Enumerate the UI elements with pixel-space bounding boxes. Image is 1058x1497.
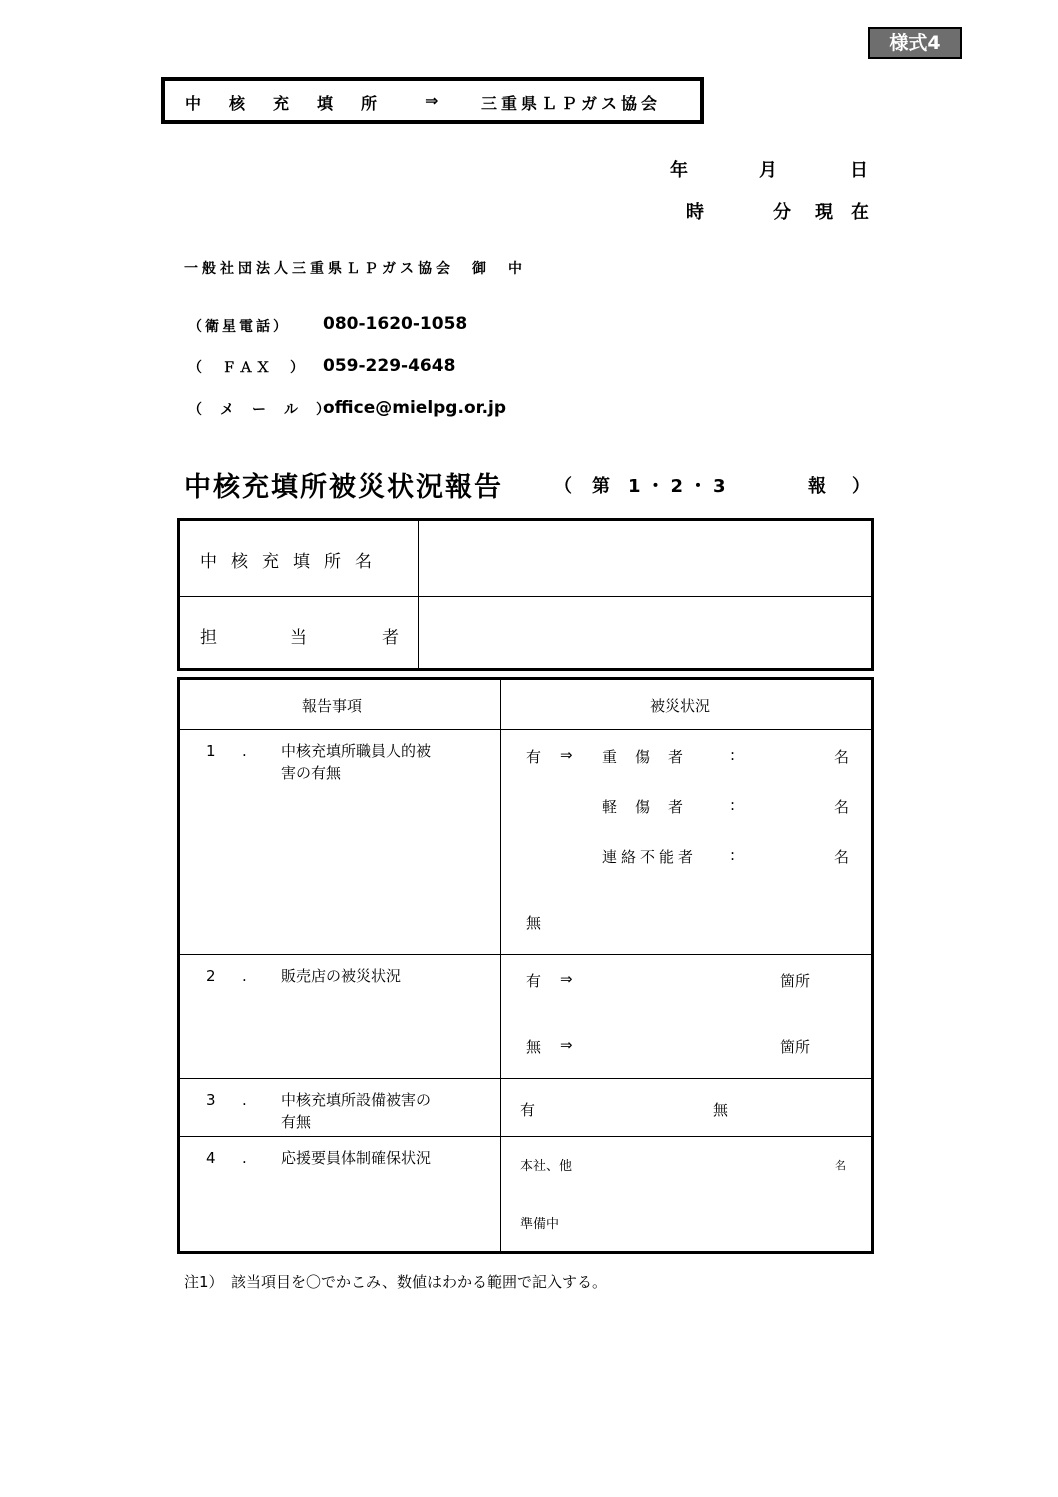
date-day: 日: [850, 160, 868, 181]
row1-no: 無: [526, 914, 542, 932]
row1-dot: .: [242, 742, 247, 760]
row4-hq: 本社、他: [520, 1159, 573, 1174]
person-in-charge-field[interactable]: [420, 598, 872, 668]
row1-missing: 連絡不能者: [602, 848, 698, 866]
row4-preparing: 準備中: [520, 1217, 560, 1232]
date-year: 年: [670, 160, 688, 181]
row2-num: 2: [206, 967, 216, 985]
row1-severe: 重傷者: [602, 748, 702, 766]
row1-yes: 有: [526, 748, 542, 766]
row2-dot: .: [242, 967, 247, 985]
route-to: 三重県ＬＰガス協会: [481, 94, 662, 113]
row3-item-line1: 中核充填所設備被害の: [281, 1091, 432, 1109]
report-numbers: 1・2・3: [628, 476, 732, 497]
row1-num: 1: [206, 742, 216, 760]
row1-item-line1: 中核充填所職員人的被: [281, 742, 432, 760]
row1-light: 軽傷者: [602, 798, 702, 816]
time-minute: 分: [773, 202, 791, 223]
row1-missing-colon: :: [730, 846, 736, 864]
route-arrow: ⇒: [425, 91, 439, 110]
row3-num: 3: [206, 1091, 216, 1109]
row1-arrow: ⇒: [560, 746, 573, 764]
contact-label-fax: （ ＦＡＸ ）: [188, 360, 307, 376]
row2-yes-unit: 箇所: [780, 972, 811, 990]
report-hou: 報: [808, 476, 826, 497]
contact-phone: 080-1620-1058: [323, 314, 468, 334]
person-label-1: 担: [200, 628, 217, 648]
row1-item-line2: 害の有無: [281, 764, 342, 782]
row4-num: 4: [206, 1149, 216, 1167]
time-current: 現: [815, 202, 833, 223]
row2-yes-arrow: ⇒: [560, 970, 573, 988]
person-label-3: 者: [382, 628, 399, 648]
row1-light-colon: :: [730, 796, 736, 814]
row2-no-arrow: ⇒: [560, 1036, 573, 1054]
row4-unit: 名: [835, 1159, 846, 1172]
row3-no: 無: [713, 1101, 729, 1119]
facility-name-field[interactable]: [420, 521, 872, 595]
report-open: （: [554, 476, 572, 497]
row1-severe-unit: 名: [834, 748, 850, 766]
report-title: 中核充填所被災状況報告: [184, 472, 503, 503]
contact-fax: 059-229-4648: [323, 356, 456, 376]
time-hour: 時: [686, 202, 704, 223]
time-exist: 在: [851, 202, 869, 223]
row2-item: 販売店の被災状況: [281, 967, 402, 985]
contact-mail: office@mielpg.or.jp: [323, 398, 507, 418]
row3-dot: .: [242, 1091, 247, 1109]
row2-no-unit: 箇所: [780, 1038, 811, 1056]
row4-item: 応援要員体制確保状況: [281, 1149, 432, 1167]
row1-missing-unit: 名: [834, 848, 850, 866]
row1-severe-colon: :: [730, 746, 736, 764]
table-head-item: 報告事項: [302, 697, 363, 715]
row4-dot: .: [242, 1149, 247, 1167]
footnote: 注1） 該当項目を〇でかこみ、数値はわかる範囲で記入する。: [184, 1273, 607, 1291]
table-head-status: 被災状況: [650, 697, 711, 715]
report-close: ）: [852, 476, 870, 497]
facility-name-label: 中核充填所名: [200, 552, 386, 572]
row3-item-line2: 有無: [281, 1113, 312, 1131]
addressee: 一般社団法人三重県ＬＰガス協会 御 中: [184, 261, 526, 277]
route-from: 中 核 充 填 所: [185, 94, 384, 113]
contact-label-phone: （衛星電話）: [188, 319, 290, 335]
form-id-badge: 様式4: [868, 27, 962, 59]
row1-light-unit: 名: [834, 798, 850, 816]
row2-no: 無: [526, 1038, 542, 1056]
row2-yes: 有: [526, 972, 542, 990]
contact-label-mail: （ メ ー ル ）: [188, 402, 332, 418]
facility-info-box: [177, 518, 874, 671]
date-month: 月: [759, 160, 777, 181]
row3-yes: 有: [520, 1101, 536, 1119]
person-label-2: 当: [290, 628, 307, 648]
report-dai: 第: [592, 476, 610, 497]
report-table: [177, 677, 874, 1254]
route-header: [161, 77, 704, 124]
